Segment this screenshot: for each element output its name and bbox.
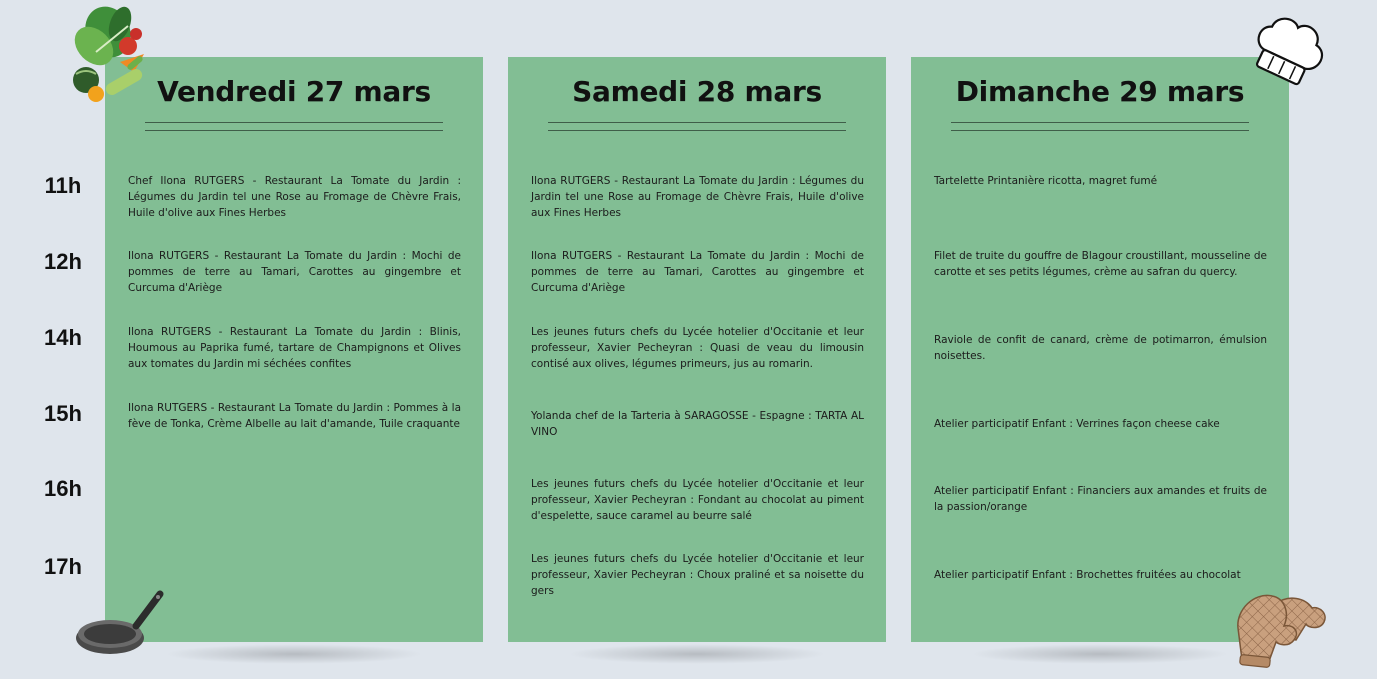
schedule-entry-11h: Tartelette Printanière ricotta, magret fumé — [934, 175, 1158, 187]
hour-label-11h: 11h — [44, 173, 82, 198]
hour-label-17h: 17h — [44, 554, 82, 579]
schedule-entry-15h: Ilona RUTGERS - Restaurant La Tomate du Jardin : Pommes à la fève de Tonka, Crème Albelle au lait d'amande, Tuile craquante — [128, 402, 461, 430]
schedule-entry-16h: Atelier participatif Enfant : Financiers aux amandes et fruits de la passion/orange — [934, 485, 1267, 513]
chef-hat-icon — [1248, 14, 1328, 96]
schedule-entry-16h: Les jeunes futurs chefs du Lycée hotelier d'Occitanie et leur professeur, Xavier Pecheyran : Fondant au chocolat au piment d'espelette, sauce caramel au beurre salé — [531, 478, 864, 522]
day-title: Samedi 28 mars — [572, 75, 822, 108]
day-column-friday — [105, 57, 483, 642]
title-divider — [145, 130, 443, 131]
frying-pan-icon — [72, 588, 168, 660]
schedule-entry-12h: Filet de truite du gouffre de Blagour croustillant, mousseline de carotte et ses petits légumes, crème au safran du quercy. — [934, 250, 1267, 278]
schedule-entry-17h: Les jeunes futurs chefs du Lycée hotelier d'Occitanie et leur professeur, Xavier Pecheyran : Choux praliné et sa noisette du gers — [531, 553, 864, 597]
title-divider — [951, 130, 1249, 131]
hour-label-15h: 15h — [44, 401, 82, 426]
schedule-entry-15h: Yolanda chef de la Tarteria à SARAGOSSE - Espagne : TARTA AL VINO — [531, 410, 864, 438]
column-shadow — [568, 644, 826, 664]
vegetables-icon — [56, 2, 160, 102]
schedule-entry-15h: Atelier participatif Enfant : Verrines façon cheese cake — [934, 418, 1220, 430]
hour-label-16h: 16h — [44, 476, 82, 501]
title-divider — [951, 122, 1249, 123]
schedule-entry-12h: Ilona RUTGERS - Restaurant La Tomate du Jardin : Mochi de pommes de terre au Tamari, Carottes au gingembre et Curcuma d'Ariège — [128, 250, 461, 294]
day-column-sunday — [911, 57, 1289, 642]
title-divider — [548, 122, 846, 123]
title-divider — [145, 122, 443, 123]
schedule-entry-12h: Ilona RUTGERS - Restaurant La Tomate du Jardin : Mochi de pommes de terre au Tamari, Carottes au gingembre et Curcuma d'Ariège — [531, 250, 864, 294]
column-shadow — [971, 644, 1229, 664]
schedule-entry-14h: Ilona RUTGERS - Restaurant La Tomate du Jardin : Blinis, Houmous au Paprika fumé, tartare de Champignons et Olives aux tomates du Jardin mi séchées confites — [128, 326, 461, 370]
day-column-saturday — [508, 57, 886, 642]
title-divider — [548, 130, 846, 131]
day-title: Dimanche 29 mars — [955, 75, 1245, 108]
day-title: Vendredi 27 mars — [157, 75, 431, 108]
hour-label-12h: 12h — [44, 249, 82, 274]
hour-label-14h: 14h — [44, 325, 82, 350]
schedule-entry-14h: Raviole de confit de canard, crème de potimarron, émulsion noisettes. — [934, 334, 1267, 362]
schedule-entry-14h: Les jeunes futurs chefs du Lycée hotelier d'Occitanie et leur professeur, Xavier Pecheyran : Quasi de veau du limousin contisé aux olives, légumes primeurs, jus au romarin. — [531, 326, 864, 370]
oven-mitts-icon — [1224, 588, 1334, 672]
column-shadow — [165, 644, 423, 664]
schedule-entry-11h: Chef Ilona RUTGERS - Restaurant La Tomate du Jardin : Légumes du Jardin tel une Rose au Fromage de Chèvre Frais, Huile d'olive aux Fines Herbes — [128, 175, 461, 219]
schedule-entry-17h: Atelier participatif Enfant : Brochettes fruitées au chocolat — [934, 569, 1241, 581]
schedule-entry-11h: Ilona RUTGERS - Restaurant La Tomate du Jardin : Légumes du Jardin tel une Rose au Fromage de Chèvre Frais, Huile d'olive aux Fines Herbes — [531, 175, 864, 219]
